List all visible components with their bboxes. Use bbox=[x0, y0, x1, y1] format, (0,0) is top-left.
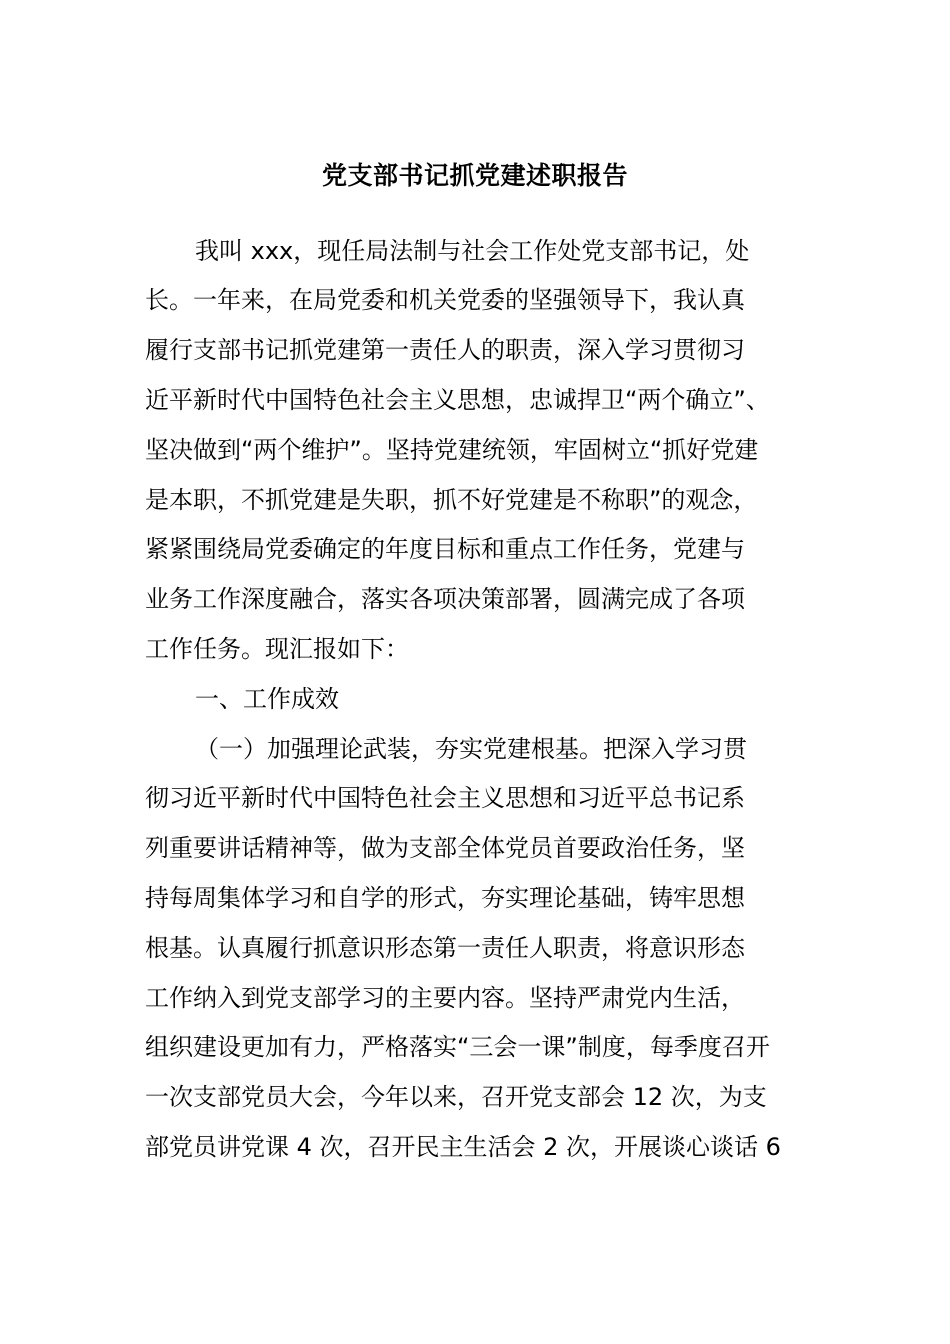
document-title: 党支部书记抓党建述职报告 bbox=[321, 161, 628, 190]
body-line: 长。一年来，在局党委和机关党委的坚强领导下，我认真 bbox=[145, 286, 745, 314]
body-line: 部党员讲党课 4 次，召开民主生活会 2 次，开展谈心谈话 6 bbox=[145, 1133, 781, 1161]
body-line: 紧紧围绕局党委确定的年度目标和重点工作任务，党建与 bbox=[145, 535, 745, 563]
body-line: 一次支部党员大会，今年以来，召开党支部会 12 次，为支 bbox=[145, 1083, 767, 1111]
body-line: 组织建设更加有力，严格落实“三会一课”制度，每季度召开 bbox=[145, 1033, 770, 1061]
body-line: 持每周集体学习和自学的形式，夯实理论基础，铸牢思想 bbox=[145, 884, 745, 912]
body-line: 坚决做到“两个维护”。坚持党建统领，牢固树立“抓好党建 bbox=[145, 436, 759, 464]
body-line: 我叫 xxx，现任局法制与社会工作处党支部书记，处 bbox=[195, 237, 750, 265]
subsection-heading: （一）加强理论武装，夯实党建根基。把深入学习贯 bbox=[195, 735, 747, 763]
body-line: 履行支部书记抓党建第一责任人的职责，深入学习贯彻习 bbox=[145, 336, 745, 364]
body-line: 是本职，不抓党建是失职，抓不好党建是不称职”的观念， bbox=[145, 486, 758, 514]
body-line: 列重要讲话精神等，做为支部全体党员首要政治任务，坚 bbox=[145, 834, 745, 862]
body-line: 工作纳入到党支部学习的主要内容。坚持严肃党内生活， bbox=[145, 984, 745, 1012]
body-line: 彻习近平新时代中国特色社会主义思想和习近平总书记系 bbox=[145, 784, 745, 812]
body-line: 工作任务。现汇报如下： bbox=[145, 635, 409, 663]
body-line: 业务工作深度融合，落实各项决策部署，圆满完成了各项 bbox=[145, 585, 745, 613]
body-line: 近平新时代中国特色社会主义思想，忠诚捍卫“两个确立”、 bbox=[145, 386, 770, 414]
section-heading: 一、工作成效 bbox=[195, 685, 339, 713]
body-line: 根基。认真履行抓意识形态第一责任人职责，将意识形态 bbox=[145, 934, 745, 962]
